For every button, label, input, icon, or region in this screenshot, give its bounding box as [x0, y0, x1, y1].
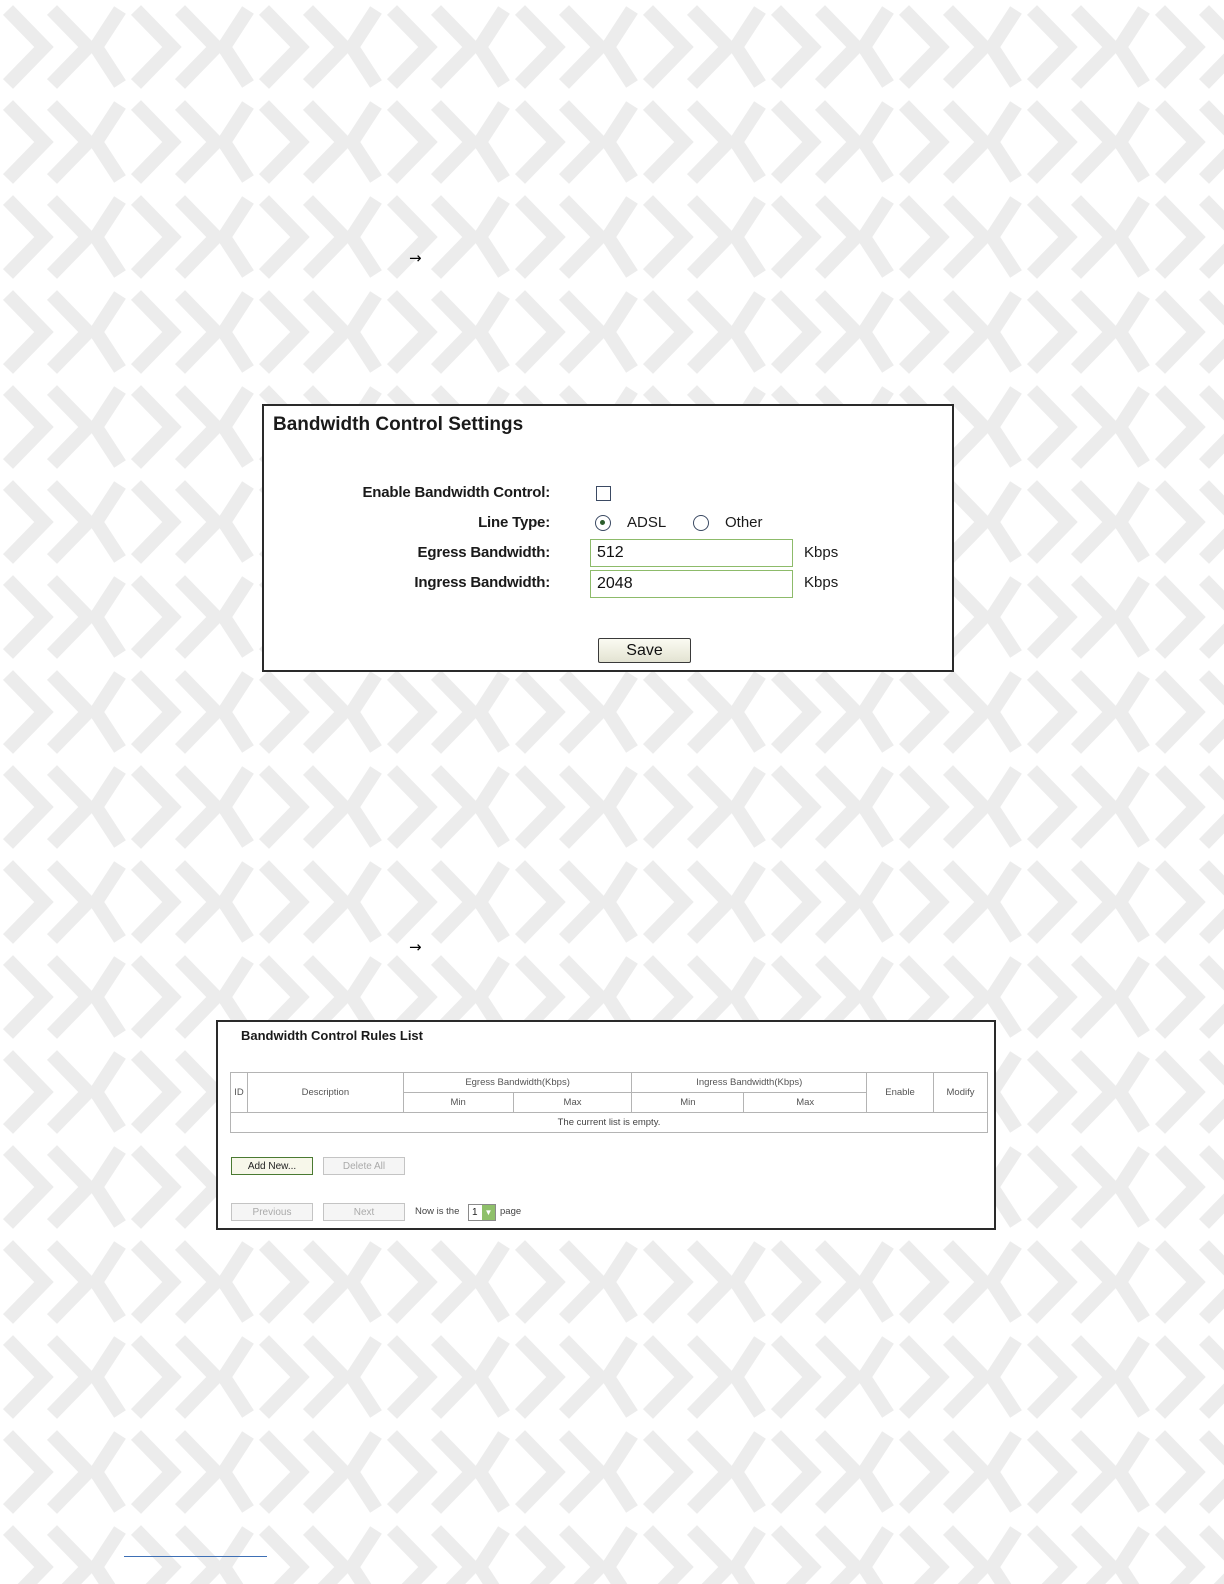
- line-type-label: Line Type:: [478, 514, 550, 531]
- page-select-value: 1: [472, 1207, 478, 1218]
- arrow-right-icon: →: [409, 938, 422, 956]
- page-suffix: page: [500, 1206, 522, 1217]
- ingress-unit: Kbps: [804, 574, 839, 591]
- page-prefix: Now is the: [415, 1206, 460, 1217]
- line-type-adsl-label: ADSL: [627, 514, 667, 531]
- column-header-id: ID: [231, 1073, 248, 1113]
- column-header-description: Description: [247, 1073, 403, 1113]
- column-header-egress-min: Min: [403, 1093, 513, 1113]
- rules-table: [230, 1072, 988, 1133]
- egress-bandwidth-label: Egress Bandwidth:: [417, 544, 550, 561]
- column-header-ingress-min: Min: [632, 1093, 744, 1113]
- chevron-down-icon: ▼: [482, 1205, 495, 1220]
- column-header-enable: Enable: [867, 1073, 934, 1113]
- settings-title: Bandwidth Control Settings: [273, 414, 524, 435]
- column-header-egress-max: Max: [513, 1093, 632, 1113]
- arrow-right-icon: →: [409, 249, 422, 267]
- column-header-egress: Egress Bandwidth(Kbps): [403, 1073, 632, 1093]
- next-button[interactable]: Next: [323, 1203, 405, 1221]
- save-button[interactable]: Save: [598, 638, 691, 663]
- previous-button[interactable]: Previous: [231, 1203, 313, 1221]
- column-header-ingress-max: Max: [744, 1093, 867, 1113]
- empty-list-message: The current list is empty.: [231, 1113, 988, 1133]
- enable-bandwidth-checkbox[interactable]: [596, 486, 611, 501]
- line-type-other-radio[interactable]: [693, 515, 709, 531]
- rules-list-panel: [216, 1020, 996, 1230]
- egress-unit: Kbps: [804, 544, 839, 561]
- column-header-ingress: Ingress Bandwidth(Kbps): [632, 1073, 867, 1093]
- rules-title: Bandwidth Control Rules List: [241, 1028, 423, 1043]
- footer-link-underline[interactable]: [124, 1556, 267, 1557]
- bandwidth-settings-panel: [262, 404, 954, 672]
- add-new-button[interactable]: Add New...: [231, 1157, 313, 1175]
- page-select[interactable]: [468, 1204, 496, 1221]
- egress-bandwidth-input[interactable]: [590, 539, 793, 567]
- ingress-bandwidth-input[interactable]: [590, 570, 793, 598]
- delete-all-button[interactable]: Delete All: [323, 1157, 405, 1175]
- enable-bandwidth-label: Enable Bandwidth Control:: [362, 484, 550, 501]
- column-header-modify: Modify: [934, 1073, 988, 1113]
- ingress-bandwidth-label: Ingress Bandwidth:: [414, 574, 550, 591]
- line-type-other-label: Other: [725, 514, 763, 531]
- line-type-adsl-radio[interactable]: [595, 515, 611, 531]
